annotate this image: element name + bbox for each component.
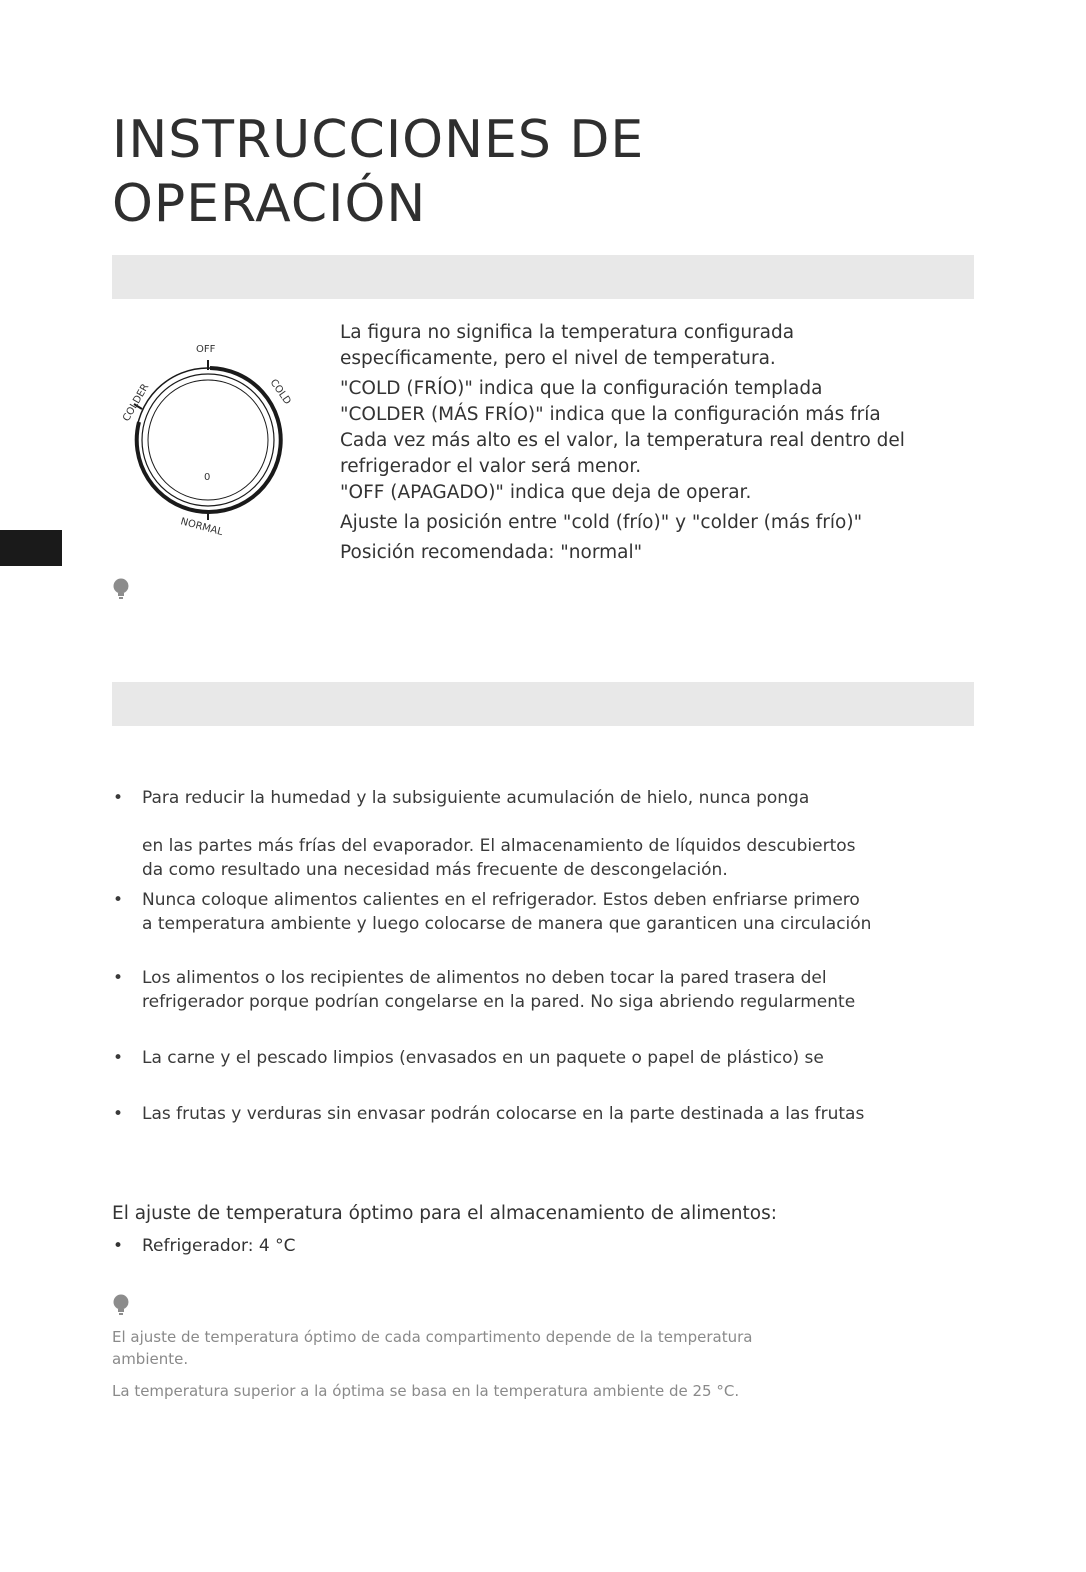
bullet-mark: • <box>112 1048 124 1068</box>
note-line: El ajuste de temperatura óptimo de cada compartimento depende de la temperatura <box>112 1328 753 1346</box>
lightbulb-icon <box>112 578 130 600</box>
bullet-mark: • <box>112 1104 124 1124</box>
list-item <box>112 1046 992 1070</box>
dial-label-normal: NORMAL <box>179 516 224 539</box>
page-title <box>112 108 912 236</box>
dial-label-cold: COLD <box>267 377 293 407</box>
list-item <box>112 1102 992 1126</box>
list-item-text: Nunca coloque alimentos calientes en el refrigerador. Estos deben enfriarse primero <box>142 890 860 910</box>
dial-label-off: OFF <box>196 344 216 355</box>
list-item <box>112 888 992 936</box>
desc-line: Ajuste la posición entre "cold (frío)" y "colder (más frío)" <box>340 512 863 533</box>
section-header-bar-1 <box>112 255 974 299</box>
storage-tips-list <box>112 786 992 1126</box>
dial-label-colder: COLDER <box>121 382 152 424</box>
desc-line: La figura no significa la temperatura configurada <box>340 322 795 343</box>
bullet-mark: • <box>112 968 124 988</box>
optimal-temperature-section <box>112 1200 992 1260</box>
note-line: ambiente. <box>112 1350 189 1368</box>
desc-line: "COLDER (MÁS FRÍO)" indica que la configuración más fría <box>340 404 881 425</box>
list-item-text: en las partes más frías del evaporador. El almacenamiento de líquidos descubiertos <box>142 836 856 856</box>
list-item-text: refrigerador porque podrían congelarse en la pared. No siga abriendo regularmente <box>142 992 856 1012</box>
list-item-text: La carne y el pescado limpios (envasados en un paquete o papel de plástico) se <box>142 1048 824 1068</box>
title-line-2: OPERACIÓN <box>112 174 427 234</box>
list-item-text: Los alimentos o los recipientes de alimentos no deben tocar la pared trasera del <box>142 968 827 988</box>
bullet-mark: • <box>112 788 124 808</box>
bullet-mark: • <box>112 890 124 910</box>
list-item-text: da como resultado una necesidad más frecuente de descongelación. <box>142 860 728 880</box>
section-header-bar-2 <box>112 682 974 726</box>
list-item <box>112 1232 992 1260</box>
desc-line: específicamente, pero el nivel de temperatura. <box>340 348 776 369</box>
desc-line: refrigerador el valor será menor. <box>340 456 642 477</box>
list-item-text: Las frutas y verduras sin envasar podrán colocarse en la parte destinada a las frutas <box>142 1104 865 1124</box>
dial-inner-ring <box>142 374 274 506</box>
optimal-heading: El ajuste de temperatura óptimo para el almacenamiento de alimentos: <box>112 1203 777 1224</box>
note-line: La temperatura superior a la óptima se basa en la temperatura ambiente de 25 °C. <box>112 1382 740 1400</box>
list-item <box>112 786 992 882</box>
dial-description <box>340 320 980 566</box>
desc-line: "OFF (APAGADO)" indica que deja de operar. <box>340 482 752 503</box>
notes-section <box>112 1326 992 1402</box>
dial-label-center: 0 <box>204 472 211 483</box>
desc-line: Posición recomendada: "normal" <box>340 542 643 563</box>
bullet-mark: • <box>112 1236 124 1256</box>
list-item-text: Para reducir la humedad y la subsiguiente acumulación de hielo, nunca ponga <box>142 788 810 808</box>
list-item-text: a temperatura ambiente y luego colocarse de manera que garanticen una circulación <box>142 914 872 934</box>
list-item <box>112 966 992 1014</box>
language-tab-marker <box>0 530 62 566</box>
list-item-text: Refrigerador: 4 °C <box>142 1236 296 1256</box>
title-line-1: INSTRUCCIONES DE <box>112 110 645 170</box>
lightbulb-icon <box>112 1294 130 1316</box>
thermostat-dial-illustration <box>106 330 296 540</box>
desc-line: "COLD (FRÍO)" indica que la configuración templada <box>340 378 823 399</box>
dial-level-arc <box>137 368 281 512</box>
desc-line: Cada vez más alto es el valor, la temperatura real dentro del <box>340 430 905 451</box>
